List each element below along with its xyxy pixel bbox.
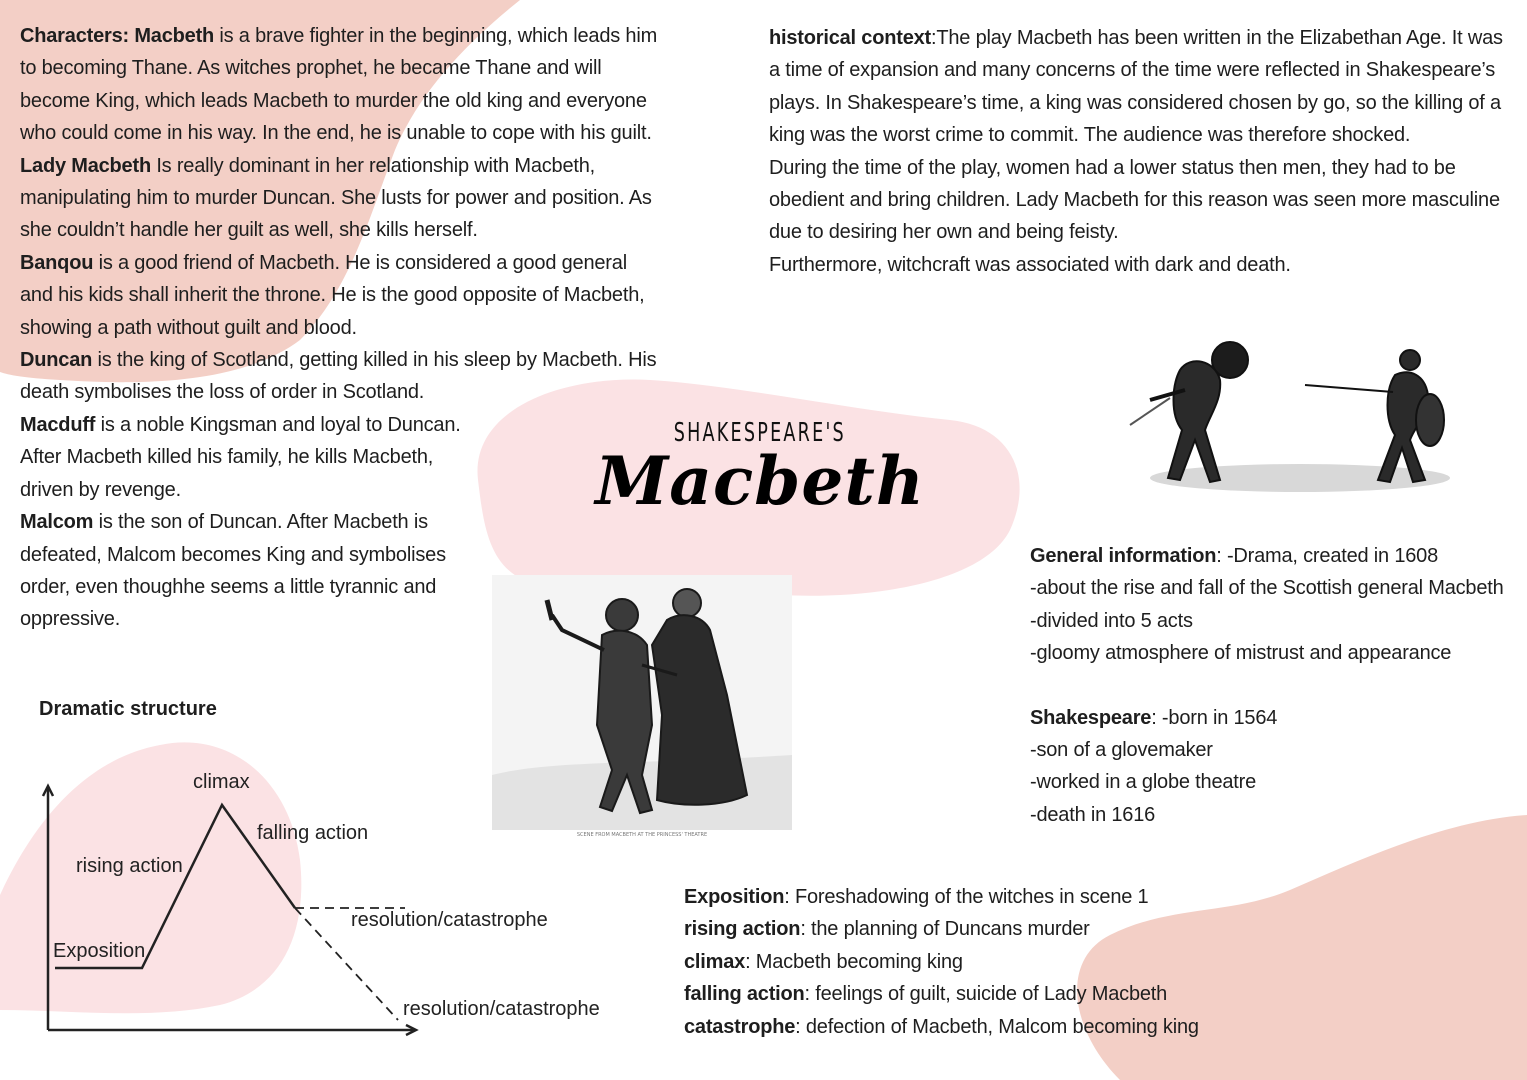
shakespeare-line: -death in 1616 [1030,803,1156,826]
spacer [1030,670,1510,702]
general-genre: : -Drama, created in 1608 [1216,545,1439,567]
character-name: Duncan [20,349,93,372]
general-heading: General information [1030,545,1217,567]
character-name: Macduff [20,413,96,436]
character-name: Lady Macbeth [20,154,151,177]
character-description: is a noble Kingsman and loyal to Duncan. After Macbeth killed his family, he kills Macbeth, driven by revenge. [20,413,461,501]
character-name: Characters: Macbeth [20,25,215,47]
character-name: Banqou [20,251,94,274]
dramatic-structure-diagram [0,770,440,1045]
plot-item [684,1011,1244,1043]
shakespeare-first-line [1030,702,1510,734]
plot-summary-section [684,881,1244,1043]
title-shakespeares: SHAKESPEARE'S [673,418,847,448]
historical-heading: historical context [769,27,931,49]
character-macduff [20,409,490,506]
shakespeare-birth: : -born in 1564 [1151,706,1278,729]
plot-text: : Foreshadowing of the witches in scene 1 [784,886,1149,908]
plot-text: : defection of Macbeth, Malcom becoming king [795,1015,1199,1038]
plot-item [684,881,1244,913]
character-banqou [20,247,660,344]
plot-item [684,978,1244,1010]
label-falling-action: falling action [257,822,369,844]
general-line: -about the rise and fall of the Scottish general Macbeth [1030,577,1504,600]
shakespeare-heading: Shakespeare [1030,706,1152,729]
plot-term: falling action [684,983,805,1006]
character-description: is the king of Scotland, getting killed in his sleep by Macbeth. His death symbolises the loss of order in Scotland. [20,349,657,404]
plot-term: Exposition [684,886,785,908]
shakespeare-line: -worked in a globe theatre [1030,771,1257,794]
plot-text: : feelings of guilt, suicide of Lady Macbeth [804,983,1168,1006]
plot-item [684,946,1244,978]
general-line: -gloomy atmosphere of mistrust and appearance [1030,642,1452,665]
plot-text: : the planning of Duncans murder [800,918,1090,941]
character-duncan [20,344,660,409]
label-resolution-2: resolution/catastrophe [403,998,600,1020]
historical-paragraph-3: Furthermore, witchcraft was associated with dark and death. [769,253,1291,276]
character-description: is a good friend of Macbeth. He is considered a good general and his kids shall inherit the throne. He is the good opposite of Macbeth, showing a path without guilt and blood. [20,251,645,339]
title-macbeth: Macbeth [595,442,925,520]
character-description: Is really dominant in her relationship with Macbeth, manipulating him to murder Duncan. She lusts for power and position. As she couldn’t handle her guilt as well, she kills herself. [20,154,652,242]
label-resolution-1: resolution/catastrophe [351,909,548,931]
general-line: -divided into 5 acts [1030,609,1193,632]
historical-paragraph-1 [769,22,1514,152]
character-macbeth [20,20,660,150]
character-malcom [20,506,490,636]
historical-context-section [769,22,1514,281]
characters-section [20,20,660,636]
character-lady-macbeth [20,150,660,247]
character-description: is a brave fighter in the beginning, which leads him to becoming Thane. As witches prophet, he became Thane and will become King, which leads Macbeth to murder the old king and everyone who could come in his way. In the end, he is unable to cope with his guilt. [20,25,658,145]
plot-term: catastrophe [684,1015,796,1038]
historical-paragraph-2: During the time of the play, women had a lower status then men, they had to be obedient and bring children. Lady Macbeth for this reason was seen more masculine due to desiring her own and being feisty. [769,156,1500,244]
label-climax: climax [193,771,250,793]
general-information-section [1030,540,1510,831]
plot-term: rising action [684,918,801,941]
title-block [580,418,940,538]
character-name: Malcom [20,511,94,534]
general-first-line [1030,540,1510,572]
plot-text: : Macbeth becoming king [745,950,963,973]
plot-term: climax [684,950,746,973]
historical-text: :The play Macbeth has been written in the Elizabethan Age. It was a time of expansion and many concerns of the time were reflected in Shakespeare’s plays. In Shakespeare’s time, a king was considered chosen by go, so the killing of a king was the worst crime to commit. The audience was therefore shocked. [769,27,1503,147]
label-rising-action: rising action [76,855,183,877]
dramatic-structure-heading: Dramatic structure [39,698,217,720]
character-description: is the son of Duncan. After Macbeth is defeated, Malcom becomes King and symbolises order, even thoughhe seems a little tyrannic and oppressive. [20,511,446,631]
label-exposition: Exposition [53,940,146,962]
svg-text:SCENE FROM MACBETH AT THE PRIN: SCENE FROM MACBETH AT THE PRINCESS' THEATRE [576,832,708,838]
sword-fight-illustration [1110,330,1460,505]
shakespeare-line: -son of a glovemaker [1030,739,1213,762]
plot-item [684,913,1244,945]
